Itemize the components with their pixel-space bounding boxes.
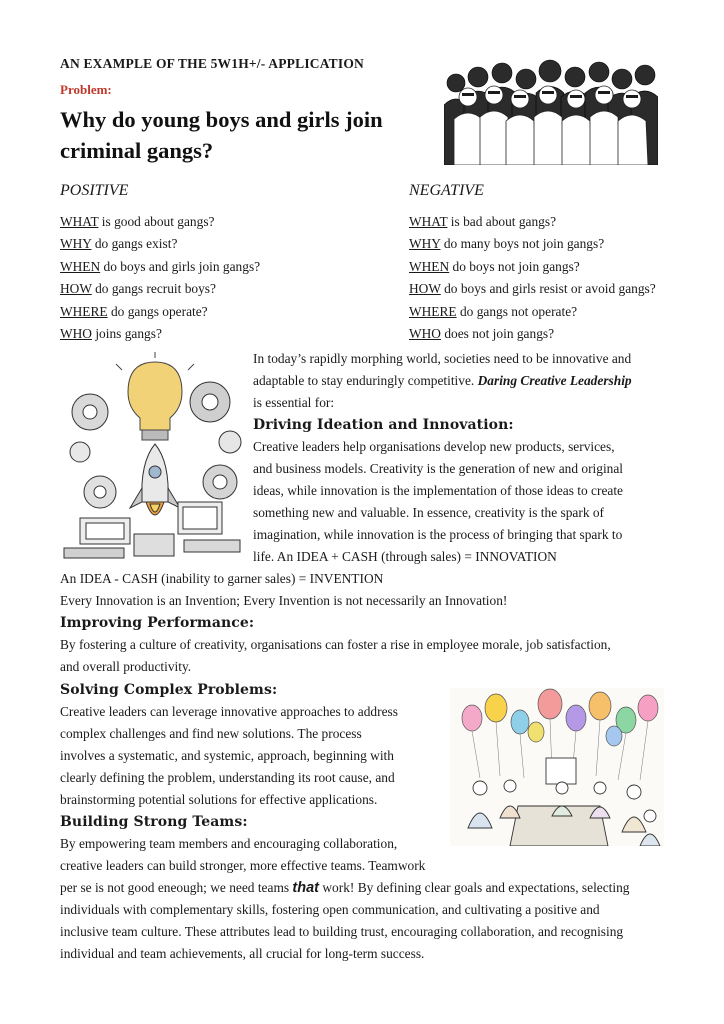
question-keyword: WHY (60, 236, 92, 252)
question-text: do gangs exist? (91, 236, 178, 252)
list-item (60, 278, 260, 300)
negative-question-list (409, 211, 656, 345)
section-heading-teams: Building Strong Teams: (60, 814, 248, 830)
list-item (60, 301, 260, 323)
ideation-line: imagination, while innovation is the process of bringing that spark to (253, 527, 623, 542)
question-text: do boys and girls join gangs? (100, 258, 261, 274)
intro-text: adaptable to stay enduringly competitive. (253, 373, 475, 388)
problems-line: involves a systematic, and systemic, approach, beginning with (60, 748, 394, 763)
question-keyword: WHO (409, 326, 441, 342)
teams-line: By empowering team members and encouraging collaboration, (60, 836, 398, 851)
document-kicker: AN EXAMPLE OF THE 5W1H+/- APPLICATION (60, 56, 364, 71)
teams-line-emphasis (60, 877, 630, 899)
question-keyword: HOW (60, 281, 92, 297)
question-keyword: HOW (409, 281, 441, 297)
question-keyword: WHY (409, 236, 441, 252)
intro-emphasis: Daring Creative Leadership (477, 373, 632, 388)
question-keyword: WHEN (409, 258, 450, 274)
lightbulb-rocket-illustration (60, 352, 246, 566)
problems-line: brainstorming potential solutions for effective applications. (60, 792, 378, 807)
list-item (409, 233, 656, 255)
list-item (409, 211, 656, 233)
ideation-line: ideas, while innovation is the implementation of those ideas to create (253, 483, 624, 498)
question-keyword: WHEN (60, 258, 101, 274)
team-meeting-illustration (450, 688, 664, 846)
section-heading-performance: Improving Performance: (60, 615, 255, 631)
question-text: joins gangs? (91, 326, 162, 342)
question-text: do many boys not join gangs? (440, 236, 605, 252)
list-item (60, 323, 260, 345)
list-item (409, 301, 656, 323)
gang-group-illustration (444, 53, 658, 165)
teams-emphasis: that (292, 880, 320, 896)
question-text: is good about gangs? (98, 214, 215, 229)
problems-line: complex challenges and find new solutions. The process (60, 726, 362, 741)
positive-question-list (60, 211, 260, 345)
positive-heading: POSITIVE (60, 182, 129, 199)
section-heading-ideation: Driving Ideation and Innovation: (253, 417, 514, 433)
list-item (60, 211, 260, 233)
section-heading-problems: Solving Complex Problems: (60, 682, 278, 698)
ideation-line: Creative leaders help organisations develop new products, services, (253, 439, 615, 454)
list-item (60, 233, 260, 255)
list-item (409, 323, 656, 345)
intro-line-2 (253, 370, 673, 392)
innovation-statement: Every Innovation is an Invention; Every Invention is not necessarily an Innovation! (60, 593, 508, 608)
teams-text: per se is not good eneough; we need teams (60, 880, 293, 895)
ideation-line: something new and valuable. In essence, creativity is the spark of (253, 505, 605, 520)
invention-line: An IDEA - CASH (inability to garner sales) = INVENTION (60, 571, 384, 586)
question-text: do gangs not operate? (456, 303, 578, 319)
teams-text: work! By defining clear goals and expectations, selecting (319, 880, 630, 895)
question-text: is bad about gangs? (447, 214, 557, 229)
problem-label: Problem: (60, 82, 112, 97)
question-keyword: WHERE (409, 303, 457, 319)
intro-line-1: In today’s rapidly morphing world, societies need to be innovative and (253, 351, 632, 366)
ideation-line: and business models. Creativity is the generation of new and original (253, 461, 624, 476)
list-item (409, 278, 656, 300)
question-text: do gangs recruit boys? (91, 281, 216, 297)
ideation-line: life. An IDEA + CASH (through sales) = INNOVATION (253, 549, 557, 564)
teams-line: inclusive team culture. These attributes lead to building trust, encouraging collaboration, and recognising (60, 924, 624, 939)
problems-line: Creative leaders can leverage innovative approaches to address (60, 704, 398, 719)
question-keyword: WHAT (60, 214, 99, 229)
page-title: Why do young boys and girls join criminal gangs? (60, 107, 383, 163)
list-item (409, 256, 656, 278)
list-item (60, 256, 260, 278)
question-text: do boys and girls resist or avoid gangs? (440, 281, 656, 297)
teams-line: creative leaders can build stronger, more effective teams. Teamwork (60, 858, 426, 873)
question-text: do gangs operate? (107, 303, 208, 319)
question-text: do boys not join gangs? (449, 258, 580, 274)
question-keyword: WHO (60, 326, 92, 342)
performance-line: and overall productivity. (60, 659, 192, 674)
question-keyword: WHERE (60, 303, 108, 319)
question-text: does not join gangs? (440, 326, 555, 342)
question-keyword: WHAT (409, 214, 448, 229)
problems-line: clearly defining the problem, understanding its root cause, and (60, 770, 395, 785)
teams-line: individual and team achievements, all crucial for long-term success. (60, 946, 425, 961)
teams-line: individuals with complementary skills, fostering open communication, and cultivating a positive and (60, 902, 600, 917)
intro-line-3: is essential for: (253, 395, 335, 410)
negative-heading: NEGATIVE (409, 182, 484, 199)
performance-line: By fostering a culture of creativity, organisations can foster a rise in employee morale, job satisfaction, (60, 637, 611, 652)
